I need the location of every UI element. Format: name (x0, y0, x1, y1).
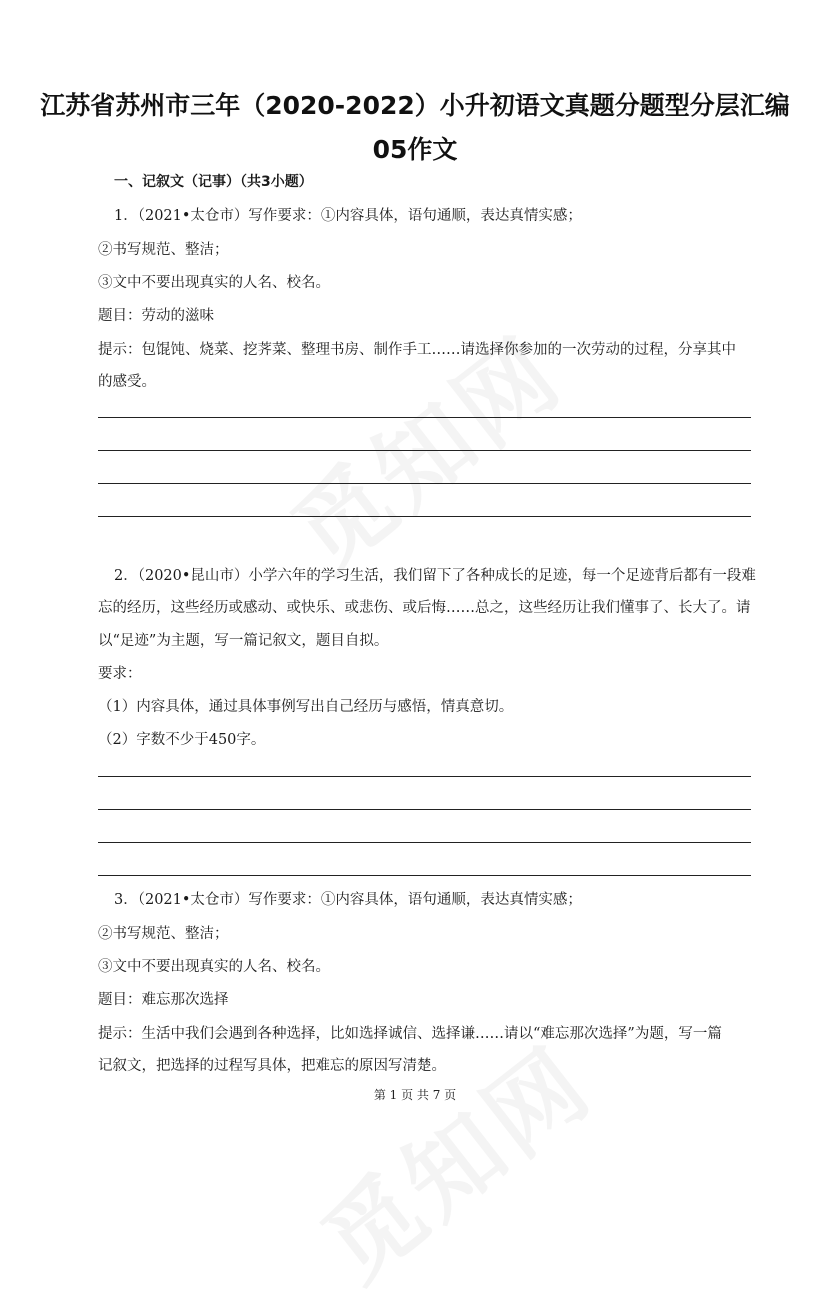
q3-stem: 3．（2021•太仓市）写作要求：①内容具体，语句通顺，表达真情实感； (114, 892, 582, 908)
section-heading: 一、记叙文（记事）（共3小题） (114, 174, 313, 190)
q3-hint-line-2: 记叙文，把选择的过程写具体，把难忘的原因写清楚。 (98, 1058, 446, 1074)
q3-requirement-3: ③文中不要出现真实的人名、校名。 (98, 959, 330, 975)
q1-requirement-3: ③文中不要出现真实的人名、校名。 (98, 275, 330, 291)
answer-line (98, 776, 751, 777)
watermark-bottom (290, 1010, 615, 1306)
answer-line (98, 516, 751, 517)
q2-requirements-label: 要求： (98, 666, 142, 682)
q2-stem-line-1: 2．（2020•昆山市）小学六年的学习生活，我们留下了各种成长的足迹，每一个足迹背后都有一段难 (114, 568, 756, 584)
answer-line (98, 417, 751, 418)
answer-line (98, 842, 751, 843)
q2-requirement-1: （1）内容具体，通过具体事例写出自己经历与感悟，情真意切。 (98, 699, 514, 715)
answer-line (98, 483, 751, 484)
answer-line (98, 875, 751, 876)
answer-line (98, 450, 751, 451)
q1-requirement-2: ②书写规范、整洁； (98, 242, 229, 258)
q3-hint-line-1: 提示：生活中我们会遇到各种选择，比如选择诚信、选择谦……请以“难忘那次选择”为题，写一篇 (98, 1026, 722, 1042)
q3-requirement-2: ②书写规范、整洁； (98, 926, 229, 942)
q1-stem: 1．（2021•太仓市）写作要求：①内容具体，语句通顺，表达真情实感； (114, 208, 582, 224)
q1-topic: 题目：劳动的滋味 (98, 308, 214, 324)
q2-requirement-2: （2）字数不少于450字。 (98, 732, 266, 748)
q2-stem-line-3: 以“足迹”为主题，写一篇记叙文，题目自拟。 (98, 633, 389, 649)
answer-line (98, 809, 751, 810)
q2-stem-line-2: 忘的经历，这些经历或感动、或快乐、或悲伤、或后悔……总之，这些经历让我们懂事了、长大了。请 (98, 600, 751, 616)
document-subtitle: 05作文 (372, 135, 458, 164)
q3-topic: 题目：难忘那次选择 (98, 992, 229, 1008)
q1-hint-line-1: 提示：包馄饨、烧菜、挖荠菜、整理书房、制作手工……请选择你参加的一次劳动的过程，分享其中 (98, 342, 736, 358)
q1-hint-line-2: 的感受。 (98, 374, 156, 390)
document-title: 江苏省苏州市三年（2020-2022）小升初语文真题分题型分层汇编 (40, 91, 790, 120)
page-number: 第 1 页 共 7 页 (373, 1088, 457, 1102)
